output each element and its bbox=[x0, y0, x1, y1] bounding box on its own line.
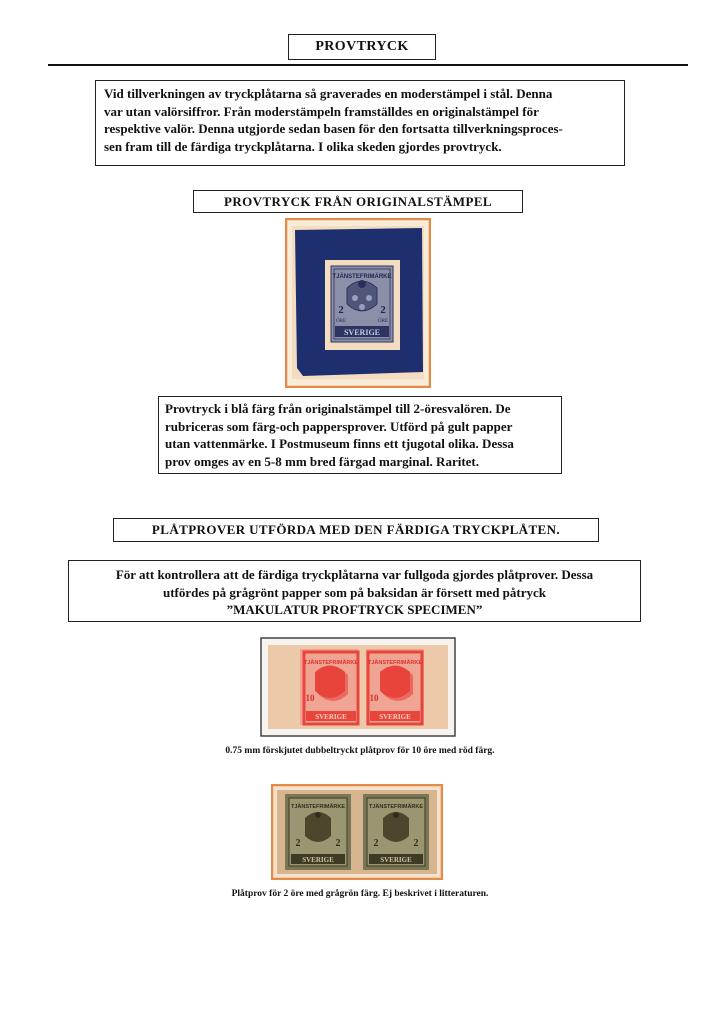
description-line: Provtryck i blå färg från originalstämpel till 2-öresvalören. De bbox=[165, 401, 511, 416]
stamp-value-right: 2 bbox=[380, 304, 386, 316]
stamp-ore-right: ÖRE bbox=[378, 319, 388, 324]
green-stamp-country: SVERIGE bbox=[302, 856, 334, 864]
green-stamp-right bbox=[363, 794, 429, 870]
red-stamp-country: SVERIGE bbox=[315, 713, 347, 721]
red-stamp-top-text: TJÄNSTEFRIMÄRKE bbox=[367, 660, 423, 666]
section2-title-box bbox=[113, 518, 599, 542]
red-stamp-value: 10 bbox=[305, 693, 315, 703]
green-stamp-top-text: TJÄNSTEFRIMÄRKE bbox=[368, 804, 424, 810]
green-stamp-value: 2 bbox=[413, 838, 419, 849]
page-title: PROVTRYCK bbox=[315, 39, 409, 54]
green-stamp-country: SVERIGE bbox=[380, 856, 412, 864]
red-pair-caption: 0.75 mm förskjutet dubbeltryckt plåtprov för 10 öre med röd färg. bbox=[225, 746, 495, 756]
red-stamp-top-text: TJÄNSTEFRIMÄRKE bbox=[303, 660, 359, 666]
stamp-country: SVERIGE bbox=[343, 328, 381, 337]
section1-title: PROVTRYCK FRÅN ORIGINALSTÄMPEL bbox=[224, 194, 492, 209]
green-pair-caption: Plåtprov för 2 öre med grågrön färg. Ej beskrivet i litteraturen. bbox=[231, 889, 489, 899]
section2-description-box bbox=[68, 560, 641, 622]
section2-title: PLÅTPROVER UTFÖRDA MED DEN FÄRDIGA TRYCKPLÅTEN. bbox=[151, 522, 561, 537]
intro-box bbox=[95, 80, 625, 166]
green-stamp-top-text: TJÄNSTEFRIMÄRKE bbox=[290, 804, 346, 810]
intro-line: var utan valörsiffror. Från moderstämpeln framställdes en originalstämpel för bbox=[104, 103, 539, 119]
section1-description-box bbox=[158, 396, 562, 474]
red-stamp-country: SVERIGE bbox=[379, 713, 411, 721]
intro-line: sen fram till de färdiga tryckplåtarna. I olika skeden gjordes provtryck. bbox=[104, 138, 502, 154]
stamp-ore-left: ÖRE bbox=[336, 319, 346, 324]
green-stamp-pair-image bbox=[271, 784, 443, 880]
page-title-box bbox=[288, 34, 436, 60]
stamp-top-text: TJÄNSTEFRIMÄRKE bbox=[332, 274, 392, 280]
section1-title-box bbox=[193, 190, 523, 213]
title-rule bbox=[48, 64, 688, 66]
intro-line: Vid tillverkningen av tryckplåtarna så graverades en moderstämpel i stål. Denna bbox=[104, 86, 553, 101]
description-line: rubriceras som färg-och pappersprover. Utförd på gult papper bbox=[165, 418, 513, 434]
stamp-value-left: 2 bbox=[338, 304, 344, 316]
blue-proof-stamp-image bbox=[285, 218, 431, 388]
description-line: utan vattenmärke. I Postmuseum finns ett tjugotal olika. Dessa bbox=[165, 436, 514, 451]
stamp-crest-icon bbox=[347, 280, 377, 311]
description-line: ”MAKULATUR PROFTRYCK SPECIMEN” bbox=[226, 602, 483, 617]
green-stamp-value: 2 bbox=[295, 838, 301, 849]
description-line: utfördes på grågrönt papper som på baksidan är försett med påtryck bbox=[162, 584, 547, 600]
red-stamp-left bbox=[300, 649, 358, 725]
intro-line: respektive valör. Denna utgjorde sedan basen för den fortsatta tillverkningsproces- bbox=[104, 121, 563, 136]
green-stamp-value: 2 bbox=[335, 838, 341, 849]
description-line: prov omges av en 5-8 mm bred färgad marginal. Raritet. bbox=[165, 453, 480, 469]
red-stamp-right bbox=[366, 649, 424, 725]
green-stamp-value: 2 bbox=[373, 838, 379, 849]
red-stamp-pair-image bbox=[260, 637, 456, 737]
green-stamp-left bbox=[285, 794, 351, 870]
red-stamp-value: 10 bbox=[369, 693, 379, 703]
description-line: För att kontrollera att de färdiga tryckplåtarna var fullgoda gjordes plåtprover. Dessa bbox=[115, 567, 594, 582]
